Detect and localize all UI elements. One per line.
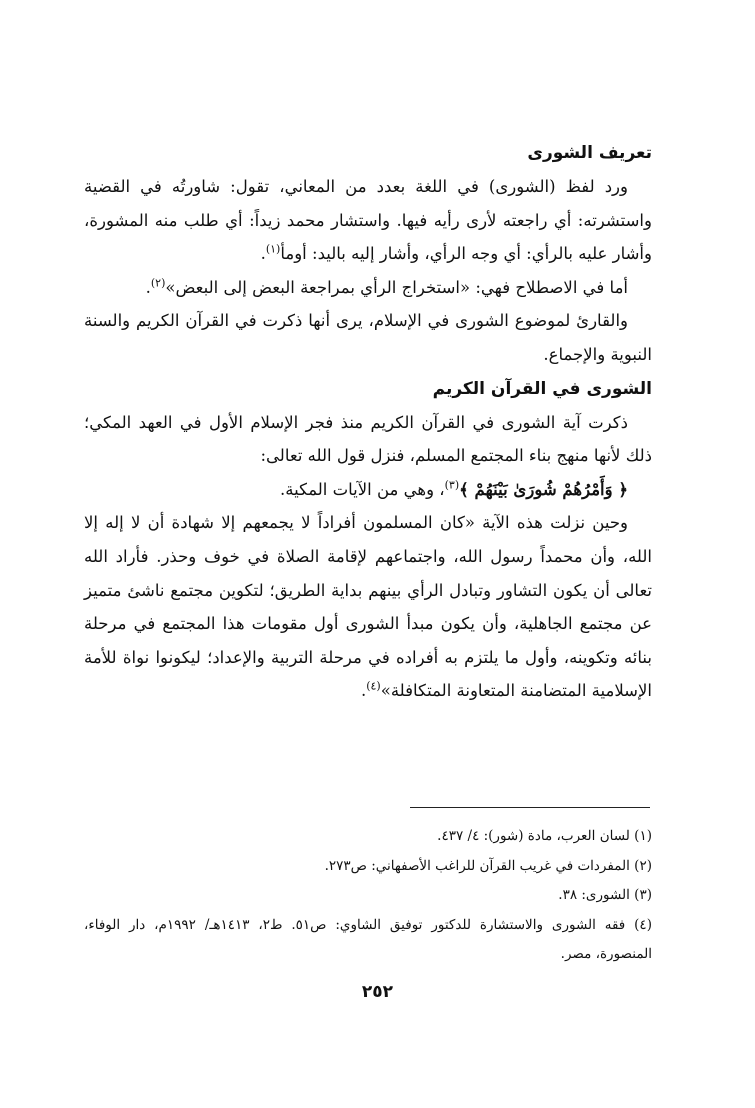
main-text	[84, 136, 652, 708]
quran-verse: ﴿ وَأَمْرُهُمْ شُورَىٰ بَيْنَهُمْ ﴾	[459, 479, 628, 499]
footnote-item: (١) لسان العرب، مادة (شور): ٤/ ٤٣٧.	[437, 828, 652, 844]
footnote-ref: (٤)	[366, 679, 381, 693]
footnote-item: (٣) الشورى: ٣٨.	[558, 887, 652, 903]
paragraph-end: .	[360, 681, 367, 701]
footnote-item: (٢) المفردات في غريب القرآن للراغب الأصفهاني: ص٢٧٣.	[324, 857, 652, 874]
paragraph-end: .	[145, 277, 151, 297]
page-number: ٢٥٢	[361, 982, 394, 1002]
paragraph-quran-intro: ذكرت آية الشورى في القرآن الكريم منذ فجر الإسلام الأول في العهد المكي؛ ذلك لأنها منهج بناء المجتمع المسلم، فنزل قول الله تعالى:	[84, 412, 652, 466]
footnotes	[84, 822, 652, 970]
paragraph-text: وحين نزلت هذه الآية «كان المسلمون أفراداً لا يجمعهم إلا شهادة أن لا إله إلا الله، وأن محمداً رسول الله، واجتماعهم لإقامة الصلاة في خوف وحذر. فأراد الله تعالى أن يكون التشاور وتبادل الرأي بينهم بداية الطريق؛ لتكوين مجتمع ناشئ متميز عن مجتمع الجاهلية، وأن يكون مبدأ الشورى أول مقومات هذا المجتمع في مرحلة بنائه وتكوينه، وأول ما يلتزم به أفراده في مرحلة التربية والإعداد؛ ليكونوا نواة للأمة الإسلامية المتضامنة المتعاونة المتكافلة»	[84, 513, 652, 701]
paragraph-sources	[84, 304, 652, 371]
section-heading-quran: الشورى في القرآن الكريم	[432, 378, 652, 399]
section-heading-definition: تعريف الشورى	[527, 143, 652, 163]
paragraph-text: والقارئ لموضوع الشورى في الإسلام، يرى أنها ذكرت في القرآن الكريم والسنة النبوية والإجماع.	[84, 311, 652, 364]
footnote-ref: (١)	[265, 242, 281, 256]
paragraph-linguistic-definition	[84, 170, 652, 271]
footnote-ref: (٢)	[150, 276, 166, 290]
paragraph-end: .	[260, 244, 266, 264]
paragraph-text: أما في الاصطلاح فهي: «استخراج الرأي بمراجعة البعض إلى البعض»	[165, 277, 628, 297]
paragraph-revelation-context	[84, 506, 652, 708]
paragraph-text: ورد لفظ (الشورى) في اللغة بعدد من المعاني، تقول: شاورتُه في القضية واستشرته: أي راجعته لأرى رأيه فيها. واستشار محمد زيداً: أي طلب منه المشورة، وأشار عليه بالرأي: أي وجه الرأي، وأشار إليه باليد: أومأ	[84, 177, 652, 264]
footnote-item: (٤) فقه الشورى والاستشارة للدكتور توفيق الشاوي: ص٥١. ط٢، ١٤١٣هـ/ ١٩٩٢م، دار الوفاء، المنصورة، مصر.	[84, 916, 652, 962]
ayah-line	[84, 473, 652, 507]
footnote-divider	[410, 807, 650, 808]
ayah-comment: ، وهي من الآيات المكية.	[280, 479, 445, 499]
footnote-ref: (٣)	[444, 478, 460, 492]
paragraph-technical-definition	[84, 271, 652, 305]
